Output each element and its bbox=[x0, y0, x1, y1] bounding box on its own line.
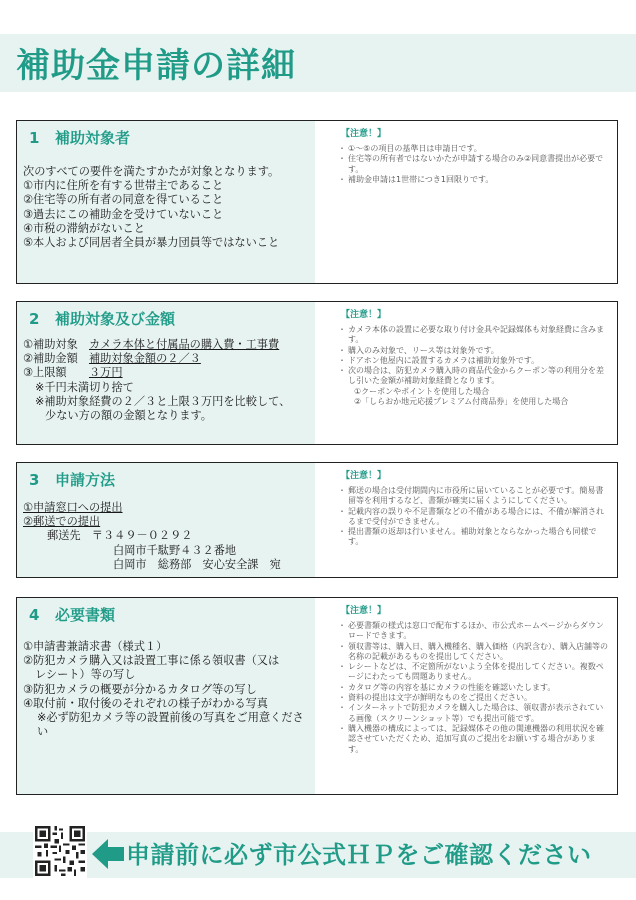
section-title: 補助対象及び金額 bbox=[55, 310, 176, 328]
arrow-left-icon bbox=[92, 837, 126, 871]
document-item: レシート）等の写し bbox=[35, 668, 136, 682]
requirement-item: ③過去にこの補助金を受けていないこと bbox=[23, 207, 224, 221]
note-item: ・ カタログ等の内容を基にカメラの性能を確認いたします。 bbox=[341, 683, 609, 693]
document-item: ④取付前・取付後のそれぞれの様子がわかる写真 bbox=[23, 696, 268, 710]
section-eligibility bbox=[16, 120, 618, 284]
section-application-method bbox=[16, 462, 618, 578]
section-main bbox=[17, 302, 315, 444]
note-item: ・ 購入のみ対象で、リース等は対象外です。 bbox=[341, 346, 609, 356]
address-label: 郵送先 bbox=[47, 529, 81, 543]
note-item: ・ ドアホン他屋内に設置するカメラは補助対象外です。 bbox=[341, 356, 609, 366]
section-number: 2 bbox=[29, 310, 40, 328]
section-number: 4 bbox=[29, 606, 40, 624]
note-item: ・ 住宅等の所有者ではないかたが申請する場合のみ②同意書提出が必要です。 bbox=[341, 154, 609, 175]
note-item: ・ 補助金申請は1世帯につき1回限りです。 bbox=[341, 175, 609, 185]
requirement-item: ①市内に住所を有する世帯主であること bbox=[23, 179, 224, 193]
row-value: カメラ本体と付属品の購入費・工事費 bbox=[88, 338, 280, 351]
section-heading bbox=[29, 127, 130, 148]
notes-panel bbox=[315, 302, 617, 444]
section-title: 補助対象者 bbox=[55, 129, 131, 147]
note-text: ※千円未満切り捨て bbox=[35, 380, 134, 394]
address-line: 白岡市 総務部 安心安全課 宛 bbox=[113, 557, 281, 571]
section-heading bbox=[29, 604, 115, 625]
note-sub-item: ②「しらおか地元応援プレミアム付商品券」を使用した場合 bbox=[354, 397, 569, 407]
method-item: ①申請窓口への提出 bbox=[23, 501, 123, 514]
intro-text: 次のすべての要件を満たすかたが対象となります。 bbox=[23, 165, 280, 178]
row-value: 補助対象金額の２／３ bbox=[88, 352, 201, 366]
note-title: 【注意！】 bbox=[341, 310, 387, 320]
document-item: ②防犯カメラ購入又は設置工事に係る領収書（又は bbox=[23, 654, 280, 668]
row-value: ３万円 bbox=[88, 366, 123, 380]
note-item: ・ ①～⑤の項目の基準日は申請日です。 bbox=[341, 144, 609, 154]
section-main bbox=[17, 463, 315, 577]
note-sub-item: ①クーポンやポイントを使用した場合 bbox=[354, 386, 490, 396]
note-item: ・ 次の場合は、防犯カメラ購入時の商品代金からクーポン等の利用分を差し引いた金額が補助対象経費となります。 bbox=[341, 366, 609, 387]
section-heading bbox=[29, 469, 115, 490]
note-item: ・ インターネットで防犯カメラを購入した場合は、領収書が表示されている画像（スクリーンショット等）でも提出可能です。 bbox=[341, 703, 609, 724]
requirement-item: ④市税の滞納がないこと bbox=[23, 221, 145, 235]
footer-call-to-action: 申請前に必ず市公式ＨＰをご確認ください bbox=[126, 841, 592, 869]
postal-code: 〒３４９－０２９２ bbox=[91, 529, 193, 543]
address-line: 白岡市千駄野４３２番地 bbox=[113, 543, 237, 557]
section-main bbox=[17, 121, 315, 283]
note-item: ・ 購入機器の構成によっては、記録媒体その他の関連機器の利用状況を確認させていただくため、追加写真のご提出をお願いする場合があります。 bbox=[341, 724, 609, 755]
note-item: ・ 郵送の場合は受付期間内に市役所に届いていることが必要です。簡易書留等を利用するなど、書類が確実に届くようにしてください。 bbox=[341, 486, 609, 507]
note-text: 少ない方の額の金額となります。 bbox=[45, 409, 212, 423]
document-item: ①申請書兼請求書（様式１） bbox=[23, 640, 168, 653]
note-item: ・ カメラ本体の設置に必要な取り付け金具や記録媒体も対象経費に含みます。 bbox=[341, 325, 609, 346]
section-title: 必要書類 bbox=[55, 606, 116, 624]
requirement-item: ⑤本人および同居者全員が暴力団員等ではないこと bbox=[23, 236, 280, 250]
row-label: ②補助金額 bbox=[23, 352, 78, 366]
note-item: ・ 必要書類の様式は窓口で配布するほか、市公式ホームページからダウンロードできます。 bbox=[341, 621, 609, 642]
note-item: ・ 領収書等は、購入日、購入機種名、購入価格（内訳含む）、購入店舗等の名称の記載があるものを提出してください。 bbox=[341, 642, 609, 663]
section-subsidy bbox=[16, 301, 618, 445]
row-label: ③上限額 bbox=[23, 366, 67, 380]
note-title: 【注意！】 bbox=[341, 471, 387, 481]
note-text: ※補助対象経費の２／３と上限３万円を比較して、 bbox=[35, 394, 291, 408]
note-text: ※必ず防犯カメラ等の設置前後の写真をご用意ください bbox=[37, 711, 304, 739]
section-number: 3 bbox=[29, 471, 40, 489]
note-title: 【注意！】 bbox=[341, 129, 387, 139]
section-number: 1 bbox=[29, 129, 40, 147]
note-item: ・ 記載内容の誤りや不足書類などの不備がある場合には、不備が解消されるまで受付ができません。 bbox=[341, 507, 609, 528]
note-item: ・ レシートなどは、不定箇所がないよう全体を提出してください。複数ページにわたっても問題ありません。 bbox=[341, 662, 609, 683]
note-title: 【注意！】 bbox=[341, 606, 387, 616]
row-label: ①補助対象 bbox=[23, 338, 78, 351]
section-heading bbox=[29, 308, 175, 329]
notes-panel bbox=[315, 121, 617, 283]
notes-panel bbox=[315, 598, 617, 794]
note-item: ・ 提出書類の返却は行いません。補助対象とならなかった場合も同様です。 bbox=[341, 527, 609, 548]
page-title: 補助金申請の詳細 bbox=[16, 46, 296, 86]
document-item: ③防犯カメラの概要が分かるカタログ等の写し bbox=[23, 682, 257, 696]
note-item: ・ 資料の提出は文字が鮮明なものをご提出ください。 bbox=[341, 693, 609, 703]
section-title: 申請方法 bbox=[55, 471, 116, 489]
method-item: ②郵送での提出 bbox=[23, 515, 101, 529]
section-main bbox=[17, 598, 315, 794]
requirement-item: ②住宅等の所有者の同意を得ていること bbox=[23, 193, 224, 207]
notes-panel bbox=[315, 463, 617, 577]
qr-code-icon[interactable] bbox=[33, 824, 87, 878]
section-required-documents bbox=[16, 597, 618, 795]
